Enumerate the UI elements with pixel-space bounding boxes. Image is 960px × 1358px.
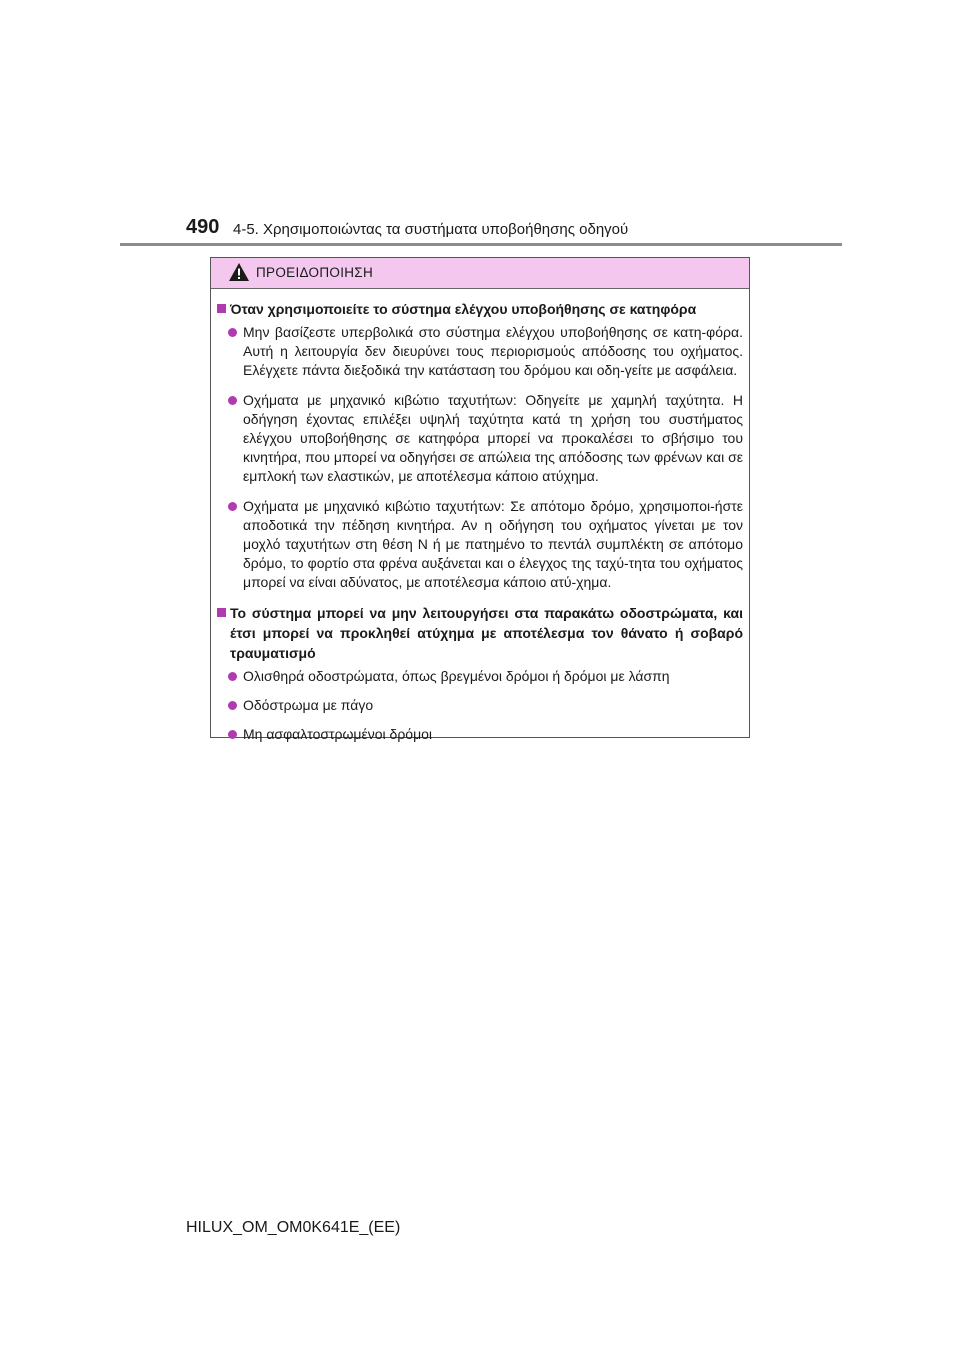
list-item xyxy=(228,725,743,744)
warning-box xyxy=(210,257,750,743)
list-item-text: Μην βασίζεστε υπερβολικά στο σύστημα ελέγχου υποβοήθησης σε κατη-φόρα. Αυτή η λειτουργία δεν διευρύνει τους περιορισμούς απόδοσης του οχήματος. Ελέγχετε πάντα διεξοδικά την κατάσταση του δρόμου και οδη-γείτε με ασφάλεια. xyxy=(243,324,743,379)
list-item-text: Οχήματα με μηχανικό κιβώτιο ταχυτήτων: Οδηγείτε με χαμηλή ταχύτητα. Η οδήγηση έχοντας επιλέξει υψηλή ταχύτητα κατά τη χρήση του συστήματος ελέγχου υποβοήθησης σε κατηφόρα μπορεί να προκαλέσει το σβήσιμο του κινητήρα, που μπορεί να οδηγήσει σε απώλεια της απόδοσης των φρένων και σε εμπλοκή των ελαστικών, με αποτέλεσμα κάποιο ατύχημα. xyxy=(243,391,743,485)
list-item-text: Οχήματα με μηχανικό κιβώτιο ταχυτήτων: Σε απότομο δρόμο, χρησιμοποι-ήστε αποδοτικά την πέδηση κινητήρα. Αν η οδήγηση του οχήματος γίνεται με τον μοχλό ταχυτήτων στη θέση N ή με πατημένο το πεντάλ συμπλέκτη σε απότομο δρόμο, το φορτίο στα φρένα αυξάνεται και ο έλεγχος της ταχύ-τητα του οχήματος μπορεί να είναι αδύνατος, με αποτέλεσμα κάποιο ατύ-χημα. xyxy=(243,497,743,591)
warning-body xyxy=(211,289,749,744)
dot-bullet-icon xyxy=(228,396,237,405)
section-heading xyxy=(217,603,743,663)
section-heading xyxy=(217,299,743,319)
header-rule xyxy=(120,243,842,246)
list-item xyxy=(228,391,743,487)
dot-bullet-icon xyxy=(228,328,237,337)
warning-triangle-icon xyxy=(228,262,250,282)
list-item-text: Ολισθηρά οδοστρώματα, όπως βρεγμένοι δρόμοι ή δρόμοι με λάσπη xyxy=(243,667,670,684)
list-item xyxy=(228,696,743,715)
page-number: 490 xyxy=(186,216,220,238)
warning-section xyxy=(217,299,743,593)
dot-bullet-icon xyxy=(228,701,237,710)
warning-section xyxy=(217,603,743,745)
warning-title: ΠΡΟΕΙΔΟΠΟΙΗΣΗ xyxy=(256,265,373,280)
dot-bullet-icon xyxy=(228,730,237,739)
dot-bullet-icon xyxy=(228,502,237,511)
dot-bullet-icon xyxy=(228,672,237,681)
square-bullet-icon xyxy=(217,608,226,617)
list-item xyxy=(228,497,743,593)
square-bullet-icon xyxy=(217,304,226,313)
list-item-text: Οδόστρωμα με πάγο xyxy=(243,696,374,713)
list-item xyxy=(228,667,743,686)
document-code: HILUX_OM_OM0K641E_(EE) xyxy=(186,1219,401,1236)
section-title: 4-5. Χρησιμοποιώντας τα συστήματα υποβοήθησης οδηγού xyxy=(233,221,629,238)
section-heading-text: Το σύστημα μπορεί να μην λειτουργήσει στα παρακάτω οδοστρώματα, και έτσι μπορεί να προκληθεί ατύχημα με αποτέλεσμα τον θάνατο ή σοβαρό τραυματισμό xyxy=(230,604,743,661)
warning-header xyxy=(211,258,749,289)
section-heading-text: Όταν χρησιμοποιείτε το σύστημα ελέγχου υποβοήθησης σε κατηφόρα xyxy=(230,301,697,317)
list-item-text: Μη ασφαλτοστρωμένοι δρόμοι xyxy=(243,726,433,743)
list-item xyxy=(228,323,743,381)
